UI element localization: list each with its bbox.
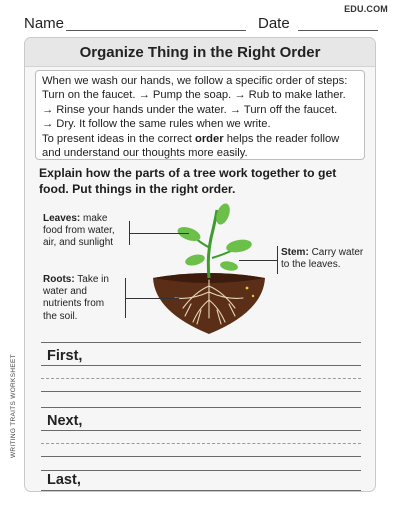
stem-leader [239,260,277,261]
first-label: First, [47,348,83,364]
stem [208,210,217,278]
worksheet-card [24,37,376,492]
callout-line [43,274,123,286]
name-label: Name [24,15,65,32]
date-label: Date [258,15,290,32]
writing-guide [41,378,361,379]
intro-line [42,132,358,146]
callout-line: to the leaves. [281,259,341,271]
plant-illustration [145,200,275,338]
writing-line[interactable] [41,342,361,343]
header [0,0,400,34]
roots-callout [43,274,123,323]
callout-line: the soil. [43,310,78,322]
next-label: Next, [47,413,83,429]
writing-line[interactable] [41,490,361,491]
intro-text: To present ideas in the correct [42,132,195,145]
callout-text: make [80,213,108,224]
last-label: Last, [47,472,81,488]
writing-guide [41,443,361,444]
intro-line: and understand our thoughts more easily. [42,147,248,160]
leaves-leader [129,221,130,245]
callout-line [43,213,133,225]
stem-leader [277,246,278,274]
callout-text: Carry water [308,247,364,258]
intro-line: When we wash our hands, we follow a specific order of steps: [42,75,348,87]
date-field[interactable] [298,30,378,31]
callout-term: Leaves: [43,213,81,224]
callout-text: Take in [74,274,109,285]
callout-line: food from water, [43,225,115,237]
name-field[interactable] [66,30,246,31]
callout-line: nutrients from [43,298,105,310]
writing-line[interactable] [41,430,361,431]
writing-line[interactable] [41,365,361,366]
writing-line[interactable] [41,470,361,471]
instruction: Explain how the parts of a tree work together to get food. Put things in the right order. [39,166,337,196]
writing-line[interactable] [41,407,361,408]
callout-line: water and [43,286,87,298]
leaves-leader [129,233,189,234]
intro-line: → Rinse your hands under the water. → Turn off the faucet. [42,103,338,116]
callout-term: Stem: [281,247,309,258]
intro-line: → Dry. It follow the same rules when we write. [42,118,271,131]
brand-logo: EDU.COM [344,4,388,14]
intro-box [35,70,365,160]
intro-line: Turn on the faucet. → Pump the soap. → Rub to make lather. [42,89,346,102]
callout-term: Roots: [43,274,75,285]
worksheet-title: Organize Thing in the Right Order [25,38,375,67]
leaves-callout [43,213,133,250]
writing-line[interactable] [41,391,361,392]
leaves [176,202,253,272]
intro-emphasis: order [194,132,224,145]
side-label: WRITING TRAITS WORKSHEET [10,354,17,458]
roots-leader [125,298,179,299]
callout-line: air, and sunlight [43,237,114,249]
intro-text: helps the reader follow [223,132,340,145]
stem-callout [281,247,371,271]
writing-line[interactable] [41,456,361,457]
callout-line [281,247,371,259]
